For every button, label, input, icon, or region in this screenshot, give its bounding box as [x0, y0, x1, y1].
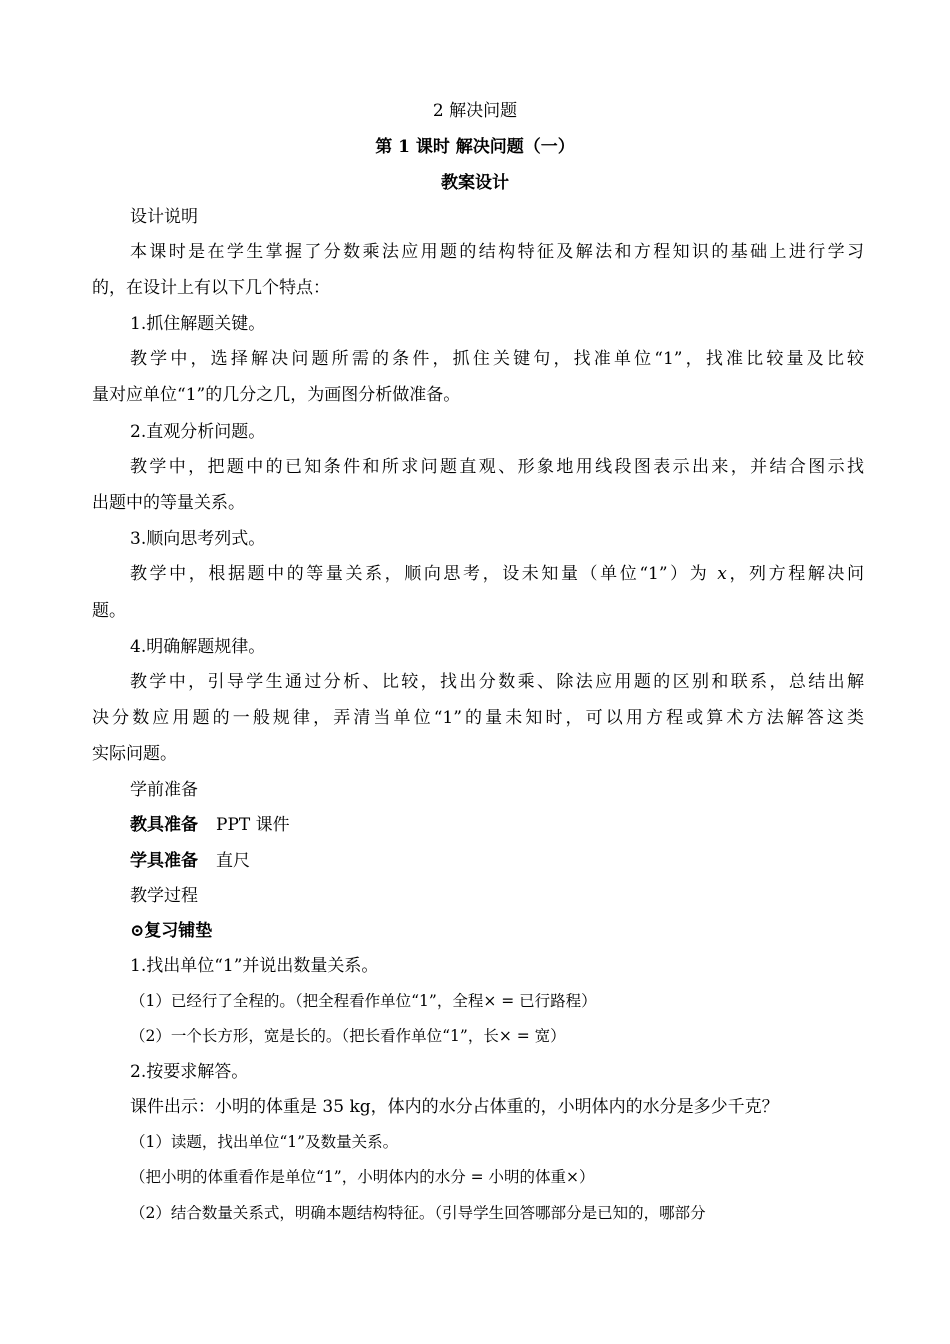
section-title: 2 解决问题 [432, 101, 518, 121]
design-notes-label: 设计说明 [130, 207, 198, 227]
point3-text-b: ，列方程解决问 [726, 564, 864, 584]
preparation-label: 学前准备 [130, 780, 198, 800]
point3-title: 3.顺向思考列式。 [130, 529, 266, 549]
review-item-1-1: （1）已经行了全程的。（把全程看作单位“1”，全程× = 已行路程） [130, 992, 597, 1010]
process-label: 教学过程 [130, 886, 198, 906]
point4-line-3: 实际问题。 [92, 744, 177, 764]
courseware-question: 课件出示：小明的体重是 35 kg，体内的水分占体重的，小明体内的水分是多少千克？ [130, 1097, 779, 1117]
review-item-2: 2.按要求解答。 [130, 1062, 249, 1082]
point4-title: 4.明确解题规律。 [130, 637, 266, 657]
variable-x: x [717, 564, 727, 584]
point1-title: 1.抓住解题关键。 [130, 314, 266, 334]
point3-text-a: 教学中，根据题中的等量关系，顺向思考，设未知量（单位“1”）为 [130, 564, 710, 584]
step-1: （1）读题，找出单位“1”及数量关系。 [130, 1133, 399, 1151]
teacher-tools-label: 教具准备 [130, 815, 198, 835]
point1-line-1: 教学中，选择解决问题所需的条件，抓住关键句，找准单位“1”，找准比较量及比较 [130, 349, 864, 369]
review-title: ⊙复习铺垫 [130, 921, 213, 941]
lesson-title: 第 1 课时 解决问题（一） [375, 137, 575, 157]
student-tools-value: 直尺 [216, 851, 250, 871]
student-tools [130, 850, 864, 872]
student-tools-label: 学具准备 [130, 851, 198, 871]
point2-title: 2.直观分析问题。 [130, 422, 266, 442]
point2-line-1: 教学中，把题中的已知条件和所求问题直观、形象地用线段图表示出来，并结合图示找 [130, 457, 864, 477]
step-1-note: （把小明的体重看作是单位“1”，小明体内的水分 = 小明的体重×） [130, 1168, 595, 1186]
intro-line-2: 的，在设计上有以下几个特点： [92, 278, 330, 298]
step-2: （2）结合数量关系式，明确本题结构特征。（引导学生回答哪部分是已知的，哪部分 [130, 1204, 706, 1222]
point4-line-1: 教学中，引导学生通过分析、比较，找出分数乘、除法应用题的区别和联系，总结出解 [130, 672, 864, 692]
teacher-tools-value: PPT 课件 [216, 815, 290, 835]
point4-line-2: 决分数应用题的一般规律，弄清当单位“1”的量未知时，可以用方程或算术方法解答这类 [92, 708, 864, 728]
intro-line-1: 本课时是在学生掌握了分数乘法应用题的结构特征及解法和方程知识的基础上进行学习 [130, 242, 864, 262]
review-item-1: 1.找出单位“1”并说出数量关系。 [130, 956, 379, 976]
point1-line-2: 量对应单位“1”的几分之几，为画图分析做准备。 [92, 385, 461, 405]
point3-line-1 [130, 563, 864, 585]
review-item-1-2: （2）一个长方形，宽是长的。（把长看作单位“1”，长× = 宽） [130, 1027, 566, 1045]
design-title: 教案设计 [441, 173, 509, 193]
point3-line-2: 题。 [92, 601, 126, 621]
point2-line-2: 出题中的等量关系。 [92, 493, 245, 513]
teacher-tools [130, 814, 864, 836]
